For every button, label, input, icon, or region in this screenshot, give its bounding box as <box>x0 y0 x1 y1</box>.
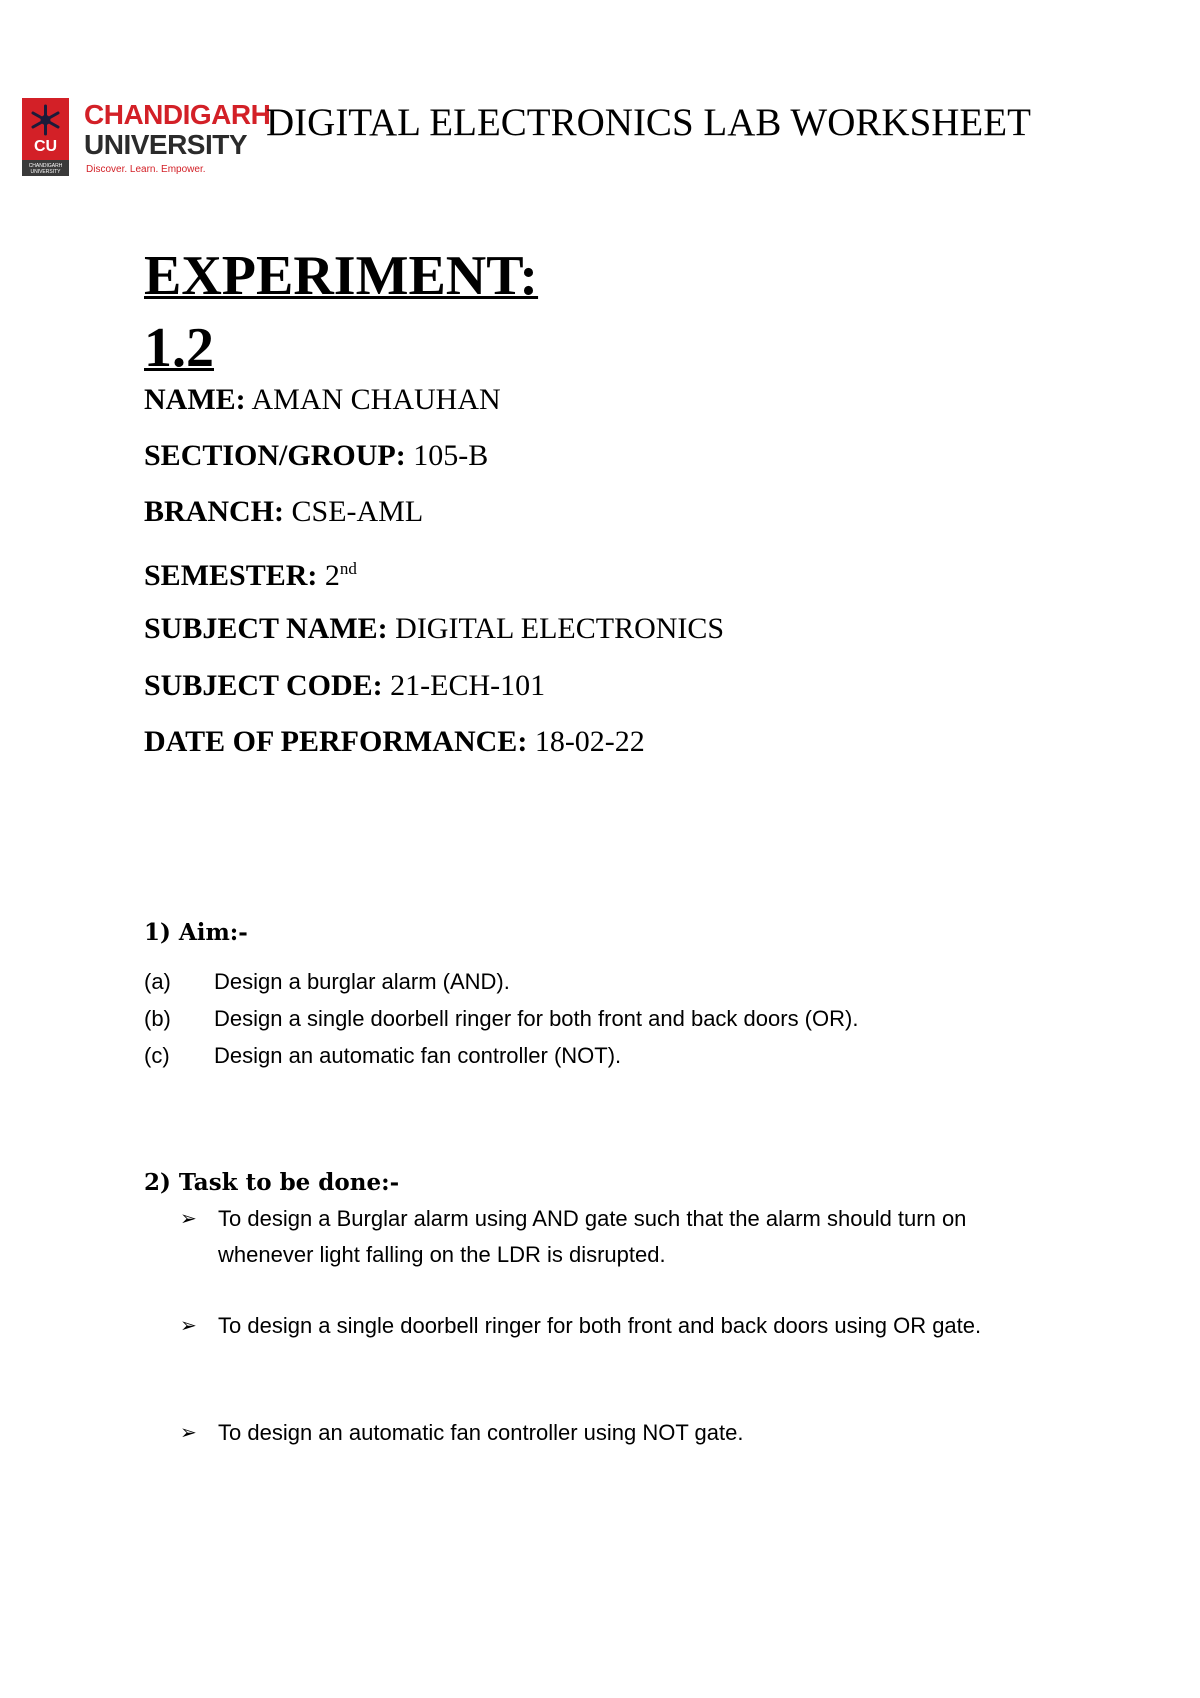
task-text: To design an automatic fan controller using NOT gate. <box>218 1420 744 1445</box>
section-field <box>144 438 488 474</box>
field-value: CSE-AML <box>284 495 424 528</box>
subject-name-field <box>144 611 724 647</box>
aim-item <box>144 967 510 997</box>
arrow-bullet-icon: ➢ <box>180 1315 197 1337</box>
task-item <box>180 1415 1040 1451</box>
field-label: SEMESTER: <box>144 559 318 592</box>
aim-text: Design a burglar alarm (AND). <box>214 969 510 994</box>
worksheet-title: DIGITAL ELECTRONICS LAB WORKSHEET <box>266 101 1031 144</box>
field-value: DIGITAL ELECTRONICS <box>387 612 725 645</box>
task-heading: 2) Task to be done:- <box>144 1169 400 1196</box>
logo-word-university: UNIVERSITY <box>84 129 248 160</box>
experiment-heading: EXPERIMENT: <box>144 245 539 307</box>
aim-text: Design an automatic fan controller (NOT). <box>214 1043 622 1068</box>
field-value: 18-02-22 <box>527 725 645 758</box>
aim-marker: (c) <box>144 1043 170 1068</box>
ordinal-suffix: nd <box>339 559 357 578</box>
task-text: To design a Burglar alarm using AND gate such that the alarm should turn on whenever light falling on the LDR is disrupted. <box>218 1206 967 1267</box>
field-label: BRANCH: <box>144 495 284 528</box>
field-value: 2 <box>317 559 340 592</box>
arrow-bullet-icon: ➢ <box>180 1208 197 1230</box>
semester-field <box>144 551 357 594</box>
experiment-number: 1.2 <box>144 317 214 379</box>
logo-emblem <box>22 98 69 176</box>
university-logo <box>22 98 271 180</box>
task-text: To design a single doorbell ringer for both front and back doors using OR gate. <box>218 1313 982 1338</box>
logo-tagline: Discover. Learn. Empower. <box>86 164 206 175</box>
aim-marker: (a) <box>144 969 171 994</box>
subject-code-field <box>144 668 545 704</box>
field-value: AMAN CHAUHAN <box>245 383 501 416</box>
aim-item <box>144 1041 621 1071</box>
field-label: SUBJECT CODE: <box>144 669 383 702</box>
field-label: DATE OF PERFORMANCE: <box>144 725 528 758</box>
aim-marker: (b) <box>144 1006 171 1031</box>
field-value: 21-ECH-101 <box>382 669 546 702</box>
field-label: SECTION/GROUP: <box>144 439 406 472</box>
name-field <box>144 382 501 418</box>
aim-text: Design a single doorbell ringer for both front and back doors (OR). <box>214 1006 859 1031</box>
field-label: SUBJECT NAME: <box>144 612 388 645</box>
task-item <box>180 1201 1040 1273</box>
aim-item <box>144 1004 858 1034</box>
logo-cu-text: CU <box>33 138 58 155</box>
field-label: NAME: <box>144 383 246 416</box>
field-value: 105-B <box>405 439 489 472</box>
aim-heading: 1) Aim:- <box>144 919 248 946</box>
snowflake-icon <box>22 100 69 140</box>
date-field <box>144 724 645 760</box>
branch-field <box>144 494 423 530</box>
logo-word-chandigarh: CHANDIGARH <box>84 99 271 130</box>
task-item <box>180 1308 1040 1344</box>
logo-small-text: CHANDIGARH UNIVERSITY <box>28 163 63 175</box>
arrow-bullet-icon: ➢ <box>180 1422 197 1444</box>
